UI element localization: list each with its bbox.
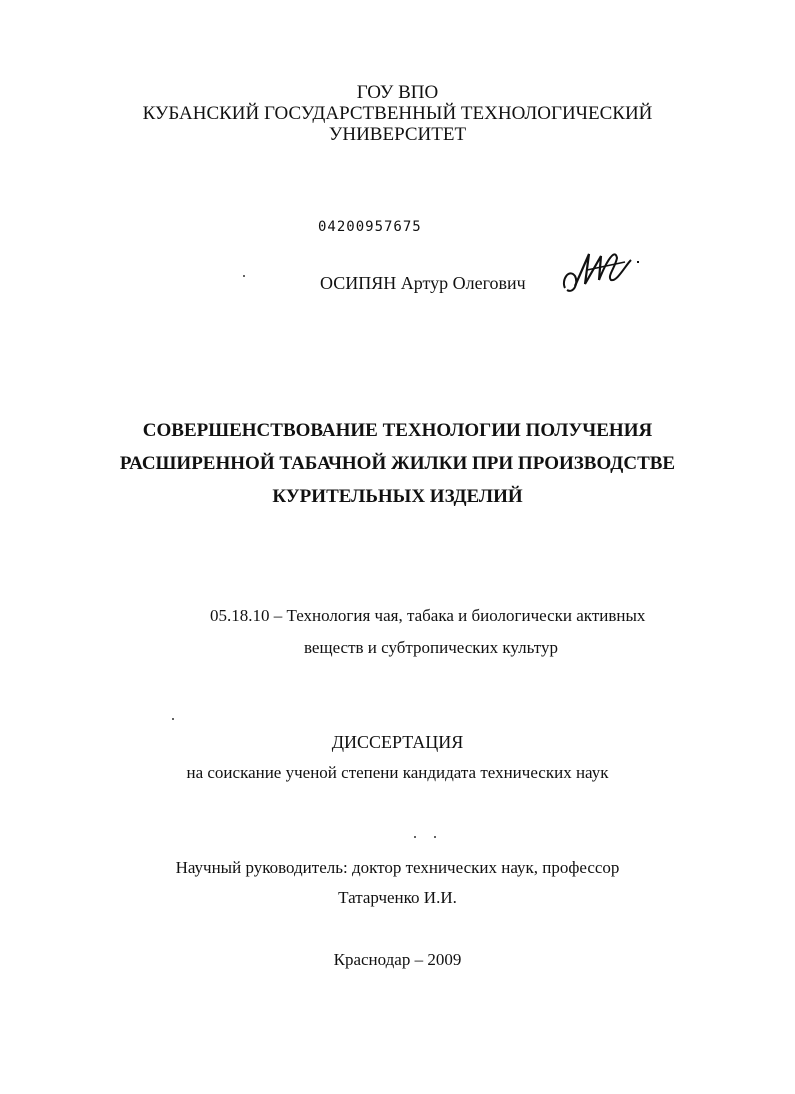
- degree-purpose: на соискание ученой степени кандидата технических наук: [186, 763, 609, 782]
- signature-icon: [555, 240, 645, 302]
- supervisor-title: Научный руководитель: доктор технических наук, профессор: [175, 858, 620, 877]
- inventory-number: 04200957675: [318, 219, 422, 235]
- institution-name-cont: УНИВЕРСИТЕТ: [328, 124, 467, 145]
- title-line-2: РАСШИРЕННОЙ ТАБАЧНОЙ ЖИЛКИ ПРИ ПРОИЗВОДСТВЕ: [119, 453, 676, 474]
- specialty-line-1: 05.18.10 – Технология чая, табака и биологически активных: [210, 606, 646, 625]
- author-name: ОСИПЯН Артур Олегович: [320, 273, 526, 293]
- document-type: ДИССЕРТАЦИЯ: [331, 732, 464, 752]
- title-line-3: КУРИТЕЛЬНЫХ ИЗДЕЛИЙ: [272, 486, 523, 507]
- scan-speck: [243, 275, 245, 277]
- place-year: Краснодар – 2009: [333, 950, 462, 969]
- specialty-line-2: веществ и субтропических культур: [304, 638, 558, 657]
- institution-name: КУБАНСКИЙ ГОСУДАРСТВЕННЫЙ ТЕХНОЛОГИЧЕСКИЙ: [142, 103, 653, 124]
- scan-speck: [172, 718, 174, 720]
- scan-speck: [414, 836, 416, 838]
- title-line-1: СОВЕРШЕНСТВОВАНИЕ ТЕХНОЛОГИИ ПОЛУЧЕНИЯ: [142, 420, 653, 441]
- supervisor-name: Татарченко И.И.: [338, 888, 457, 907]
- scan-speck: [434, 836, 436, 838]
- institution-type: ГОУ ВПО: [356, 82, 439, 103]
